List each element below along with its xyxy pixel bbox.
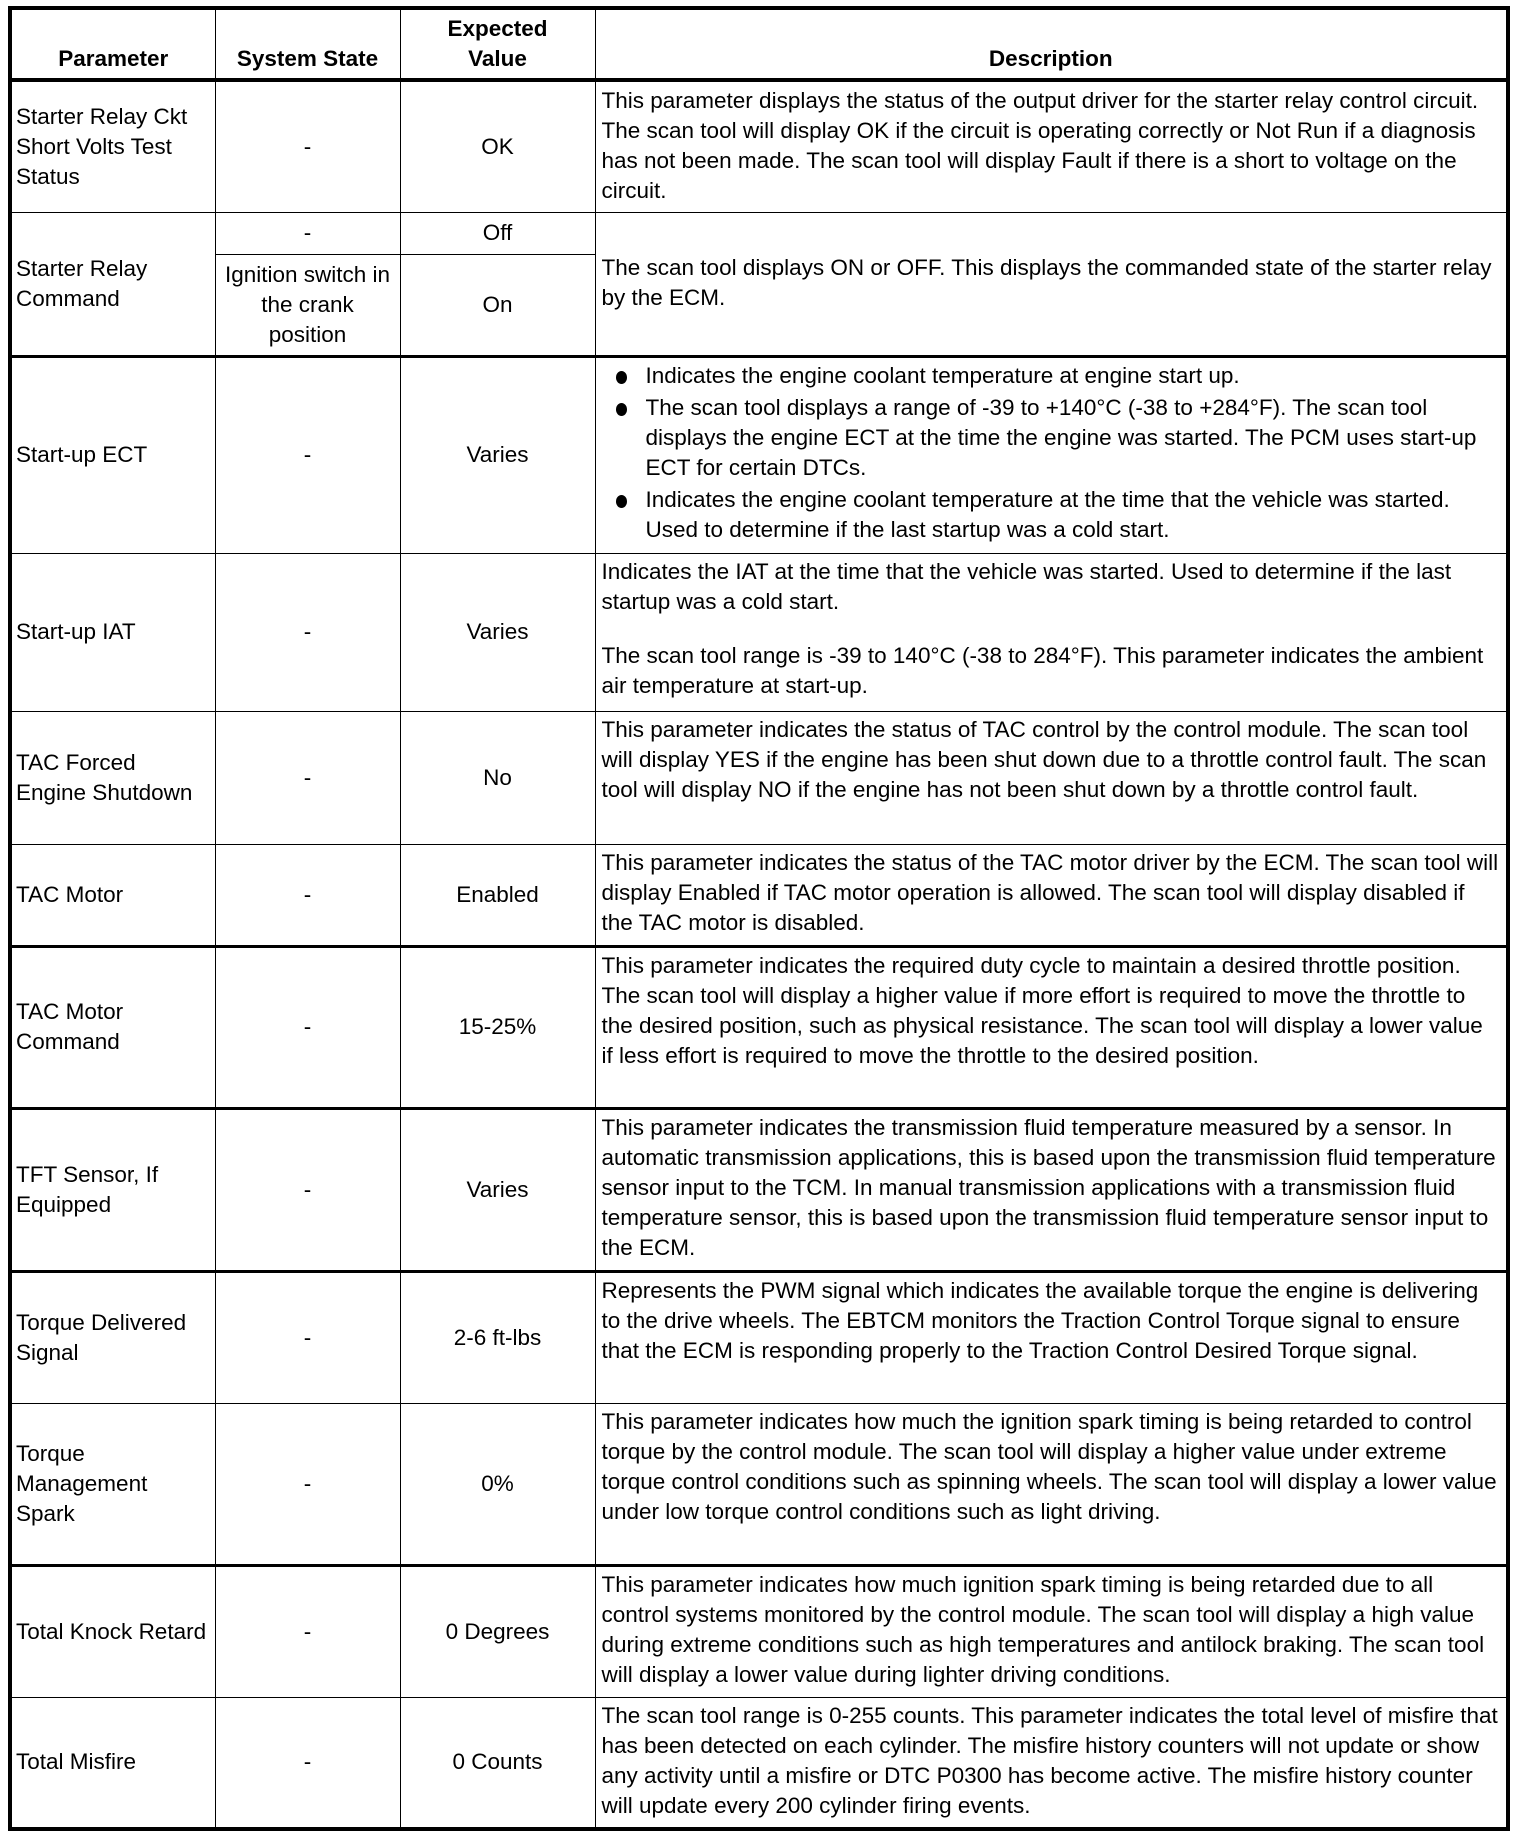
description-cell: This parameter indicates the status of TAC control by the control module. The scan tool will display YES if the engine has been shut down due to a throttle control fault. The scan tool will display NO if the engine has not been shut down by a throttle control fault. <box>595 711 1508 844</box>
description-cell <box>595 356 1508 553</box>
header-parameter: Parameter <box>10 8 215 80</box>
header-expected-value: Expected Value <box>400 8 595 80</box>
expected-value-cell: Enabled <box>400 844 595 946</box>
system-state-cell: - <box>215 356 400 553</box>
description-cell: Represents the PWM signal which indicates the available torque the engine is delivering to the drive wheels. The EBTCM monitors the Traction Control Torque signal to ensure that the ECM is responding properly to the Traction Control Desired Torque signal. <box>595 1271 1508 1403</box>
expected-value-cell: No <box>400 711 595 844</box>
parameter-cell: Torque Management Spark <box>10 1403 215 1565</box>
system-state-cell: - <box>215 946 400 1108</box>
header-description: Description <box>595 8 1508 80</box>
system-state-cell: - <box>215 1565 400 1697</box>
expected-value-cell: OK <box>400 80 595 212</box>
table-row <box>10 1565 1508 1697</box>
system-state-cell: - <box>215 1271 400 1403</box>
parameter-cell: TAC Motor <box>10 844 215 946</box>
description-paragraph: The scan tool range is -39 to 140°C (-38 to 284°F). This parameter indicates the ambient air temperature at start-up. <box>601 642 1484 698</box>
description-paragraph: Indicates the IAT at the time that the vehicle was started. Used to determine if the last startup was a cold start. <box>601 558 1452 614</box>
parameter-cell: Total Knock Retard <box>10 1565 215 1697</box>
expected-value-cell: Varies <box>400 1108 595 1271</box>
expected-value-cell: Varies <box>400 356 595 553</box>
expected-value-cell: 0% <box>400 1403 595 1565</box>
expected-value-cell: 0 Counts <box>400 1697 595 1829</box>
table-row <box>10 80 1508 212</box>
system-state-cell: - <box>215 844 400 946</box>
table-row <box>10 356 1508 553</box>
description-cell: The scan tool displays ON or OFF. This displays the commanded state of the starter relay by the ECM. <box>595 212 1508 356</box>
expected-value-cell: 15-25% <box>400 946 595 1108</box>
parameter-cell: Total Misfire <box>10 1697 215 1829</box>
parameter-cell: Torque Delivered Signal <box>10 1271 215 1403</box>
expected-value-cell: Off <box>400 212 595 254</box>
description-cell: This parameter indicates the required duty cycle to maintain a desired throttle position. The scan tool will display a higher value if more effort is required to move the throttle to the desired position, such as physical resistance. The scan tool will display a lower value if less effort is required to move the throttle to the desired position. <box>595 946 1508 1108</box>
table-row <box>10 1108 1508 1271</box>
table-row <box>10 1697 1508 1829</box>
header-row <box>10 8 1508 80</box>
parameter-cell: Start-up ECT <box>10 356 215 553</box>
bullet-item: Indicates the engine coolant temperature at the time that the vehicle was started. Used to determine if the last startup was a cold start. <box>602 485 1501 545</box>
parameter-cell: Start-up IAT <box>10 553 215 711</box>
description-bullet-list <box>602 361 1501 545</box>
header-system-state: System State <box>215 8 400 80</box>
table-row <box>10 1403 1508 1565</box>
table-row <box>10 711 1508 844</box>
system-state-cell: - <box>215 80 400 212</box>
expected-value-cell: 2-6 ft-lbs <box>400 1271 595 1403</box>
parameter-table <box>8 6 1510 1831</box>
expected-value-cell: On <box>400 254 595 356</box>
bullet-item: Indicates the engine coolant temperature at engine start up. <box>602 361 1501 391</box>
expected-value-cell: Varies <box>400 553 595 711</box>
table-row <box>10 1271 1508 1403</box>
description-cell: The scan tool range is 0-255 counts. This parameter indicates the total level of misfire that has been detected on each cylinder. The misfire history counters will not update or show any activity until a misfire or DTC P0300 has become active. The misfire history counter will update every 200 cylinder firing events. <box>595 1697 1508 1829</box>
system-state-cell: - <box>215 1697 400 1829</box>
description-cell <box>595 553 1508 711</box>
parameter-cell: TAC Motor Command <box>10 946 215 1108</box>
system-state-cell: - <box>215 1403 400 1565</box>
description-cell: This parameter indicates how much ignition spark timing is being retarded due to all control systems monitored by the control module. The scan tool will display a high value during extreme conditions such as high temperatures and antilock braking. The scan tool will display a lower value during lighter driving conditions. <box>595 1565 1508 1697</box>
system-state-cell: - <box>215 1108 400 1271</box>
table-row <box>10 553 1508 711</box>
table-row <box>10 212 1508 254</box>
table-row <box>10 946 1508 1108</box>
parameter-cell: TFT Sensor, If Equipped <box>10 1108 215 1271</box>
parameter-cell: TAC Forced Engine Shutdown <box>10 711 215 844</box>
expected-value-cell: 0 Degrees <box>400 1565 595 1697</box>
system-state-cell: - <box>215 711 400 844</box>
system-state-cell: - <box>215 553 400 711</box>
description-cell: This parameter indicates the status of the TAC motor driver by the ECM. The scan tool will display Enabled if TAC motor operation is allowed. The scan tool will display disabled if the TAC motor is disabled. <box>595 844 1508 946</box>
system-state-cell: Ignition switch in the crank position <box>215 254 400 356</box>
bullet-item: The scan tool displays a range of -39 to +140°C (-38 to +284°F). The scan tool displays the engine ECT at the time the engine was started. The PCM uses start-up ECT for certain DTCs. <box>602 393 1501 483</box>
parameter-cell: Starter Relay Command <box>10 212 215 356</box>
parameter-cell: Starter Relay Ckt Short Volts Test Status <box>10 80 215 212</box>
description-cell: This parameter displays the status of the output driver for the starter relay control circuit. The scan tool will display OK if the circuit is operating correctly or Not Run if a diagnosis has not been made. The scan tool will display Fault if there is a short to voltage on the circuit. <box>595 80 1508 212</box>
description-cell: This parameter indicates how much the ignition spark timing is being retarded to control torque by the control module. The scan tool will display a higher value under extreme torque control conditions such as spinning wheels. The scan tool will display a lower value under low torque control conditions such as light driving. <box>595 1403 1508 1565</box>
system-state-cell: - <box>215 212 400 254</box>
table-row <box>10 844 1508 946</box>
description-cell: This parameter indicates the transmission fluid temperature measured by a sensor. In automatic transmission applications, this is based upon the transmission fluid temperature sensor input to the TCM. In manual transmission applications with a transmission fluid temperature sensor, this is based upon the transmission fluid temperature sensor input to the ECM. <box>595 1108 1508 1271</box>
